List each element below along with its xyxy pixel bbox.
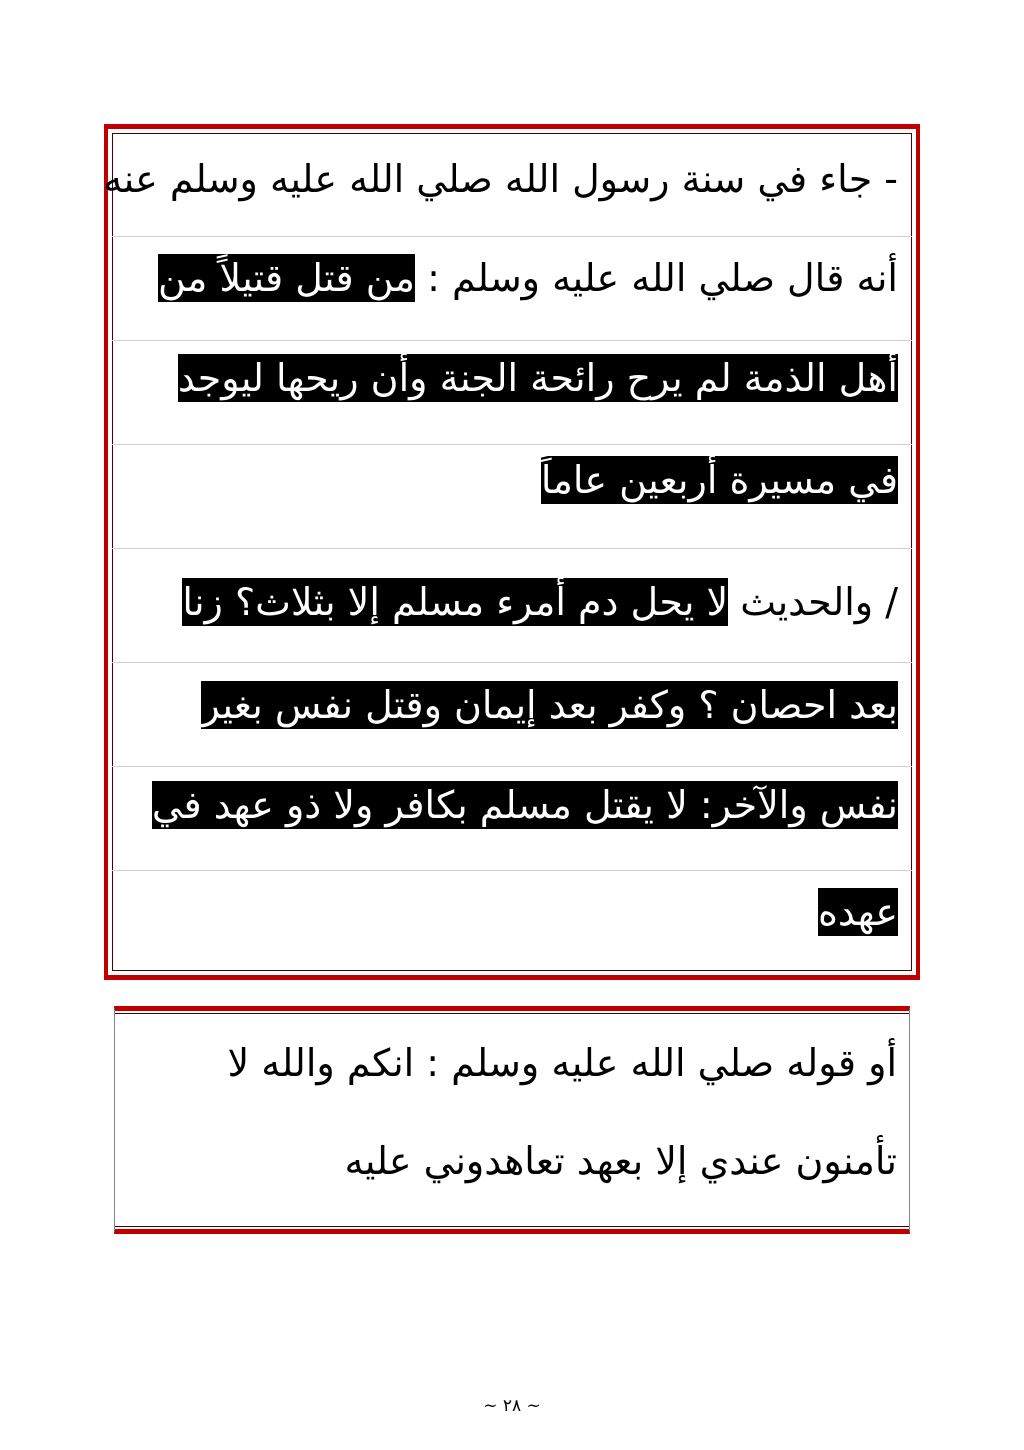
text-line-1	[103, 143, 898, 215]
line-2-text: أنه قال صلي الله عليه وسلم :	[415, 256, 898, 300]
line-2-highlight: من قتل قتيلاً من	[158, 256, 416, 300]
row-divider	[112, 548, 912, 549]
page-number-text: ~ ٢٨ ~	[483, 1396, 541, 1416]
row-divider	[112, 662, 912, 663]
line-6-highlight: بعد احصان ؟ وكفر بعد إيمان وقتل نفس بغير	[201, 683, 898, 727]
text-line-3	[126, 342, 898, 414]
text-line-7	[126, 769, 898, 841]
text-line-2	[126, 242, 898, 314]
row-divider	[112, 340, 912, 341]
row-divider	[112, 236, 912, 237]
line-7-highlight: نفس والآخر: لا يقتل مسلم بكافر ولا ذو عهد في	[151, 783, 898, 827]
text-line-8	[126, 876, 898, 948]
hadith-frame-secondary	[114, 1006, 910, 1234]
row-divider	[112, 870, 912, 871]
hadith-frame-primary	[104, 124, 920, 980]
box2-text-line-2: تأمنون عندي إلا بعهد تعاهدوني عليه	[344, 1139, 897, 1183]
line-5-text: / والحديث	[728, 580, 898, 624]
text-line-6	[126, 669, 898, 741]
text-line-5	[126, 566, 898, 638]
line-8-highlight: عهده	[817, 890, 898, 934]
line-5-highlight: لا يحل دم أمرء مسلم إلا بثلاث؟ زنا	[182, 580, 729, 624]
text-line-4	[126, 444, 898, 516]
line-4-highlight: في مسيرة أربعين عاماً	[540, 458, 898, 502]
line-1-text: - جاء في سنة رسول الله صلي الله عليه وسلم عنه	[103, 157, 898, 201]
page-number	[0, 1396, 1024, 1416]
row-divider	[112, 766, 912, 767]
box2-text-line-1: أو قوله صلي الله عليه وسلم : انكم والله لا	[227, 1041, 897, 1085]
line-3-highlight: أهل الذمة لم يرح رائحة الجنة وأن ريحها ليوجد	[177, 356, 898, 400]
